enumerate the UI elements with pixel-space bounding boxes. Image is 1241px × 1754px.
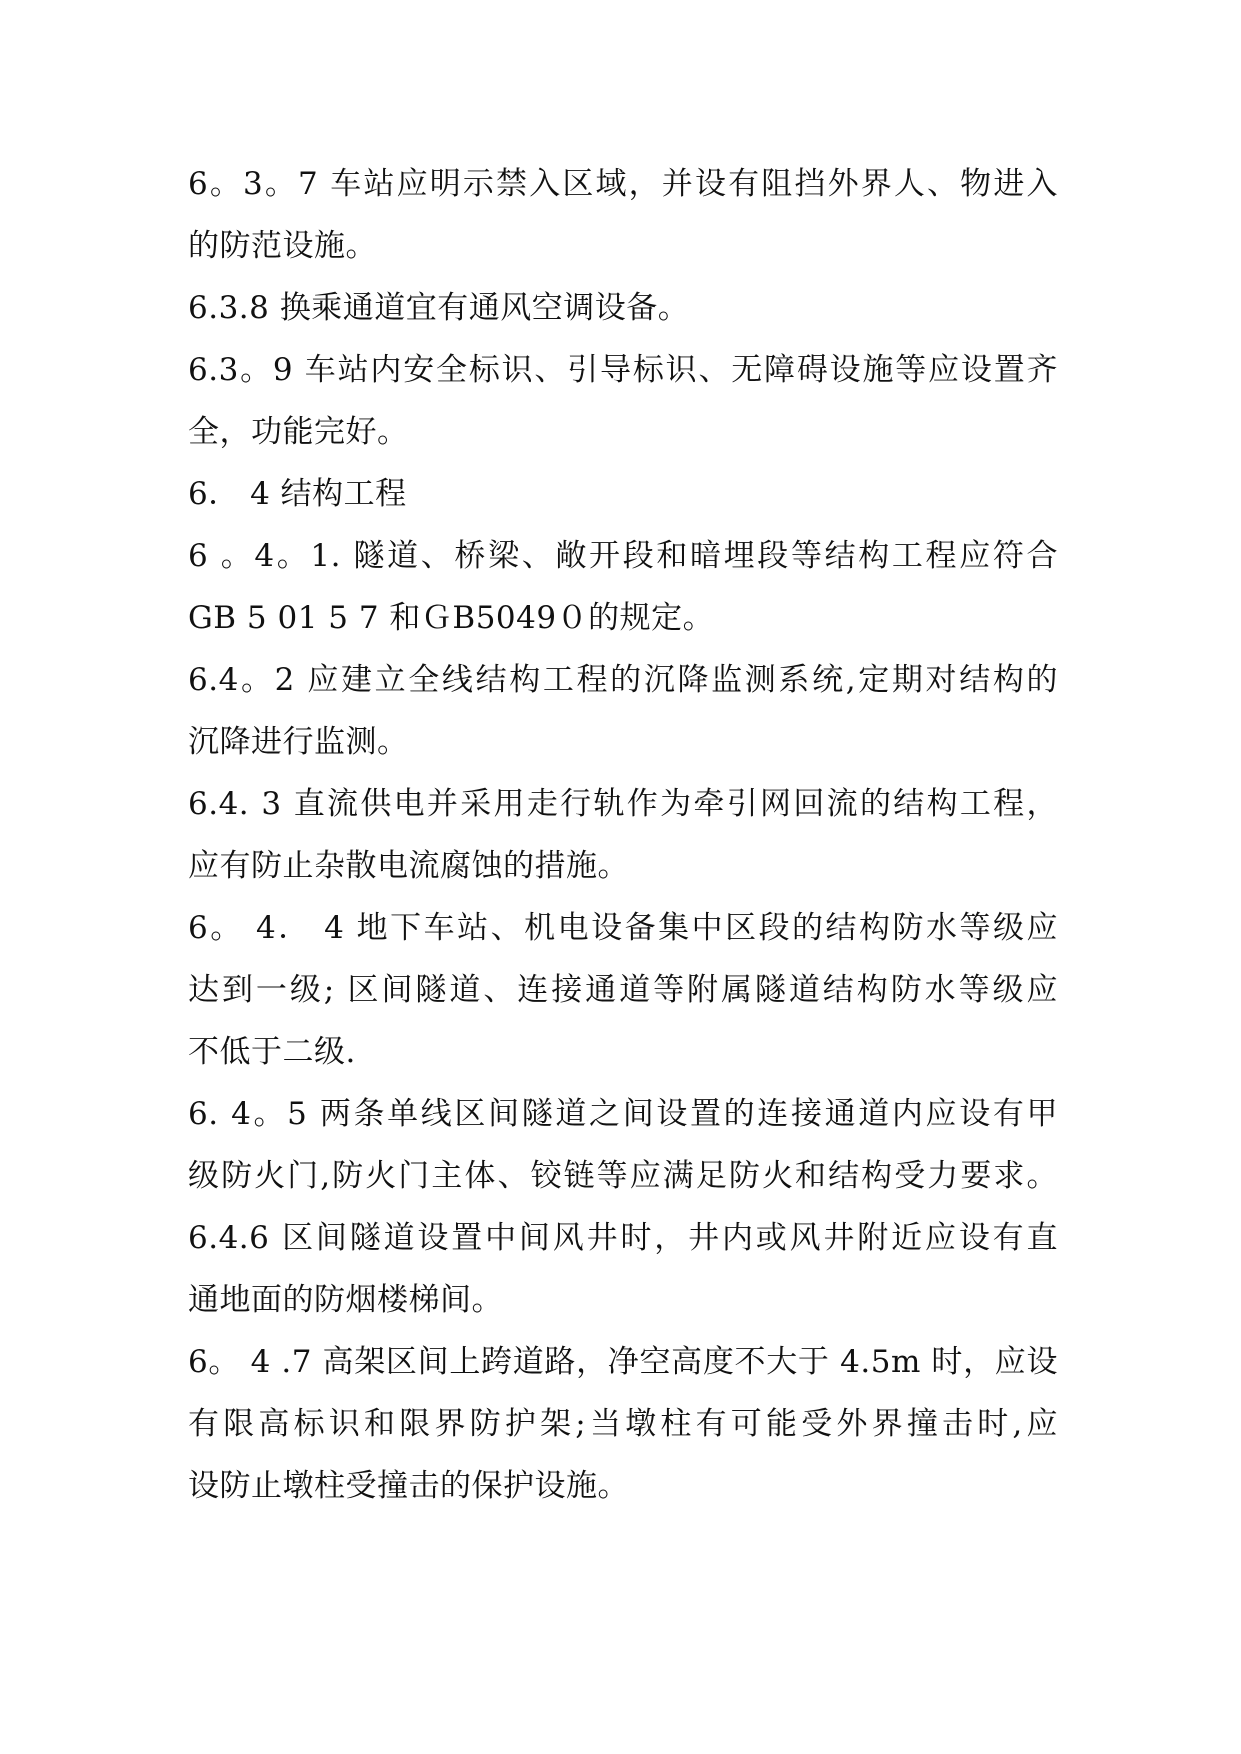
text-line: 不低于二级. xyxy=(188,1034,356,1070)
text-line: 有限高标识和限界防护架;当墩柱有可能受外界撞击时,应 xyxy=(188,1406,1058,1442)
text-line: GB 5 01 5 7 和ＧB5049０的规定。 xyxy=(188,600,715,636)
document-body xyxy=(188,153,1058,1517)
text-line: 达到一级; 区间隧道、连接通道等附属隧道结构防水等级应 xyxy=(188,972,1058,1008)
text-line: 6.4. 3 直流供电并采用走行轨作为牵引网回流的结构工程， xyxy=(188,786,1058,822)
text-line: 6。 4 .7 高架区间上跨道路，净空高度不大于 4.5m 时，应设 xyxy=(188,1344,1058,1380)
text-line: 设防止墩柱受撞击的保护设施。 xyxy=(188,1468,629,1504)
text-line: 6. 4。5 两条单线区间隧道之间设置的连接通道内应设有甲 xyxy=(188,1096,1058,1132)
text-line: 应有防止杂散电流腐蚀的措施。 xyxy=(188,848,629,884)
text-line: 的防范设施。 xyxy=(188,228,377,264)
text-line: 通地面的防烟楼梯间。 xyxy=(188,1282,503,1318)
text-line: 6 。4。1. 隧道、桥梁、敞开段和暗埋段等结构工程应符合 xyxy=(188,538,1058,574)
text-line: 6.4。2 应建立全线结构工程的沉降监测系统,定期对结构的 xyxy=(188,662,1058,698)
text-line: 6.3.8 换乘通道宜有通风空调设备。 xyxy=(188,290,690,326)
text-line: 6.3。9 车站内安全标识、引导标识、无障碍设施等应设置齐 xyxy=(188,352,1058,388)
text-line: 6。3。7 车站应明示禁入区域，并设有阻挡外界人、物进入 xyxy=(188,166,1058,202)
section-heading: 6． 4 结构工程 xyxy=(188,476,407,512)
text-line: 级防火门,防火门主体、铰链等应满足防火和结构受力要求。 xyxy=(188,1158,1058,1194)
text-line: 6。 4． 4 地下车站、机电设备集中区段的结构防水等级应 xyxy=(188,910,1058,946)
text-line: 全，功能完好。 xyxy=(188,414,409,450)
text-line: 6.4.6 区间隧道设置中间风井时，井内或风井附近应设有直 xyxy=(188,1220,1058,1256)
text-line: 沉降进行监测。 xyxy=(188,724,409,760)
